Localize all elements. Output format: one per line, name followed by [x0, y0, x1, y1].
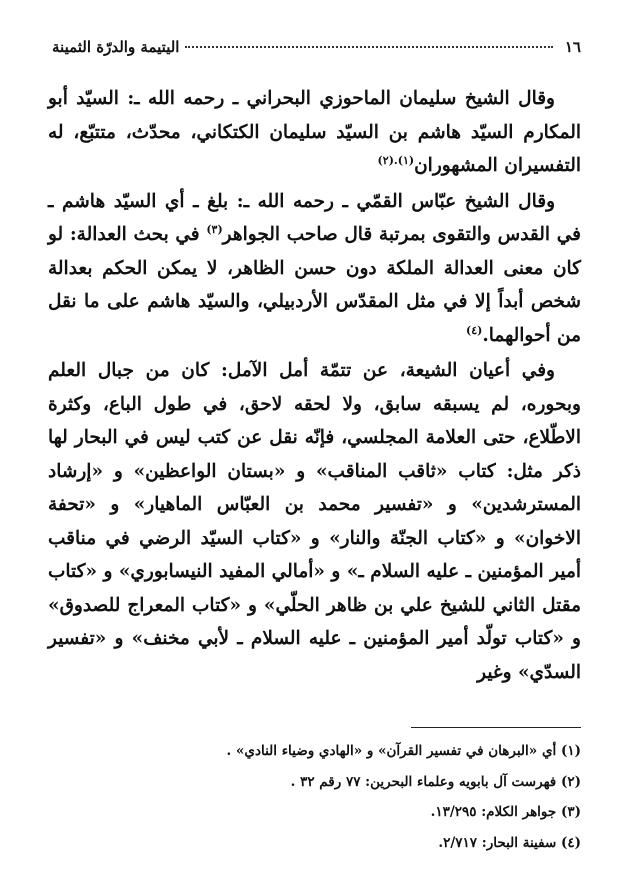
footnote-4: (٤) سفينة البحار: ٢/٧١٧.: [438, 834, 581, 851]
paragraph-2: [48, 185, 581, 353]
footnote-1: (١) أي «البرهان في تفسير القرآن» و «الهادي وضياء النادي» .: [226, 743, 581, 759]
footnote-3: (٣) جواهر الكلام: ١٣/٢٩٥.: [430, 804, 581, 820]
page-number: ١٦: [564, 38, 581, 56]
running-header: [52, 38, 581, 64]
main-text: [48, 82, 581, 689]
footnote-ref-2: .(٢): [377, 153, 398, 167]
dotted-leader: [185, 46, 552, 48]
footnote-2: (٢) فهرست آل بابويه وعلماء البحرين: ٧٧ رقم ٣٢ .: [290, 773, 581, 790]
footnote-ref-3: (٣): [206, 222, 223, 236]
paragraph-2-text-b: في بحث العدالة: لو كان معنى العدالة الملكة دون حسن الظاهر، لا يمكن الحكم بعدالة شخص أبداً إلا في مثل المقدّس الأردبيلي، والسيّد هاشم على ما نقل من أحوالهما.: [48, 224, 581, 346]
footnote-ref-4: (٤): [465, 323, 483, 337]
footnote-ref-1: (١): [397, 153, 415, 167]
footnotes: [52, 736, 581, 858]
paragraph-3: [48, 354, 581, 689]
paragraph-2-text-a: وقال الشيخ عبّاس القمّي ـ رحمه الله ـ: بلغ ـ أي السيّد هاشم ـ في القدس والتقوى بمرتبة قال صاحب الجواهر: [48, 190, 581, 245]
paragraph-3-text: وفي أعيان الشيعة، عن تتمّة أمل الآمل: كان من جبال العلم وبحوره، لم يسبقه سابق، ولا لحقه لاحق، في طول الباع، وكثرة الاطّلاع، حتى العلامة المجلسي، فإنّه نقل عن كتب ليس في البحار لها ذكر مثل: كتاب «ثاقب المناقب» و «بستان الواعظين» و «إرشاد المسترشدين» و «تفسير محمد بن العبّاس الماهيار» و «تحفة الاخوان» و «كتاب الجنّة والنار» و «كتاب السيّد الرضي في مناقب أمير المؤمنين ـ عليه السلام ـ» و «أمالي المفيد النيسابوري» و «كتاب مقتل الثاني للشيخ علي بن ظاهر الحلّي» و «كتاب المعراج للصدوق» و «كتاب تولّد أمير المؤمنين ـ عليه السلام ـ لأبي مخنف» و «تفسير السدّي» وغير: [48, 360, 581, 683]
paragraph-1-text: وقال الشيخ سليمان الماحوزي البحراني ـ رحمه الله ـ: السيّد أبو المكارم السيّد هاشم بن السيّد سليمان الكتكاني، محدّث، متتبّع، له التفسيران المشهوران: [48, 88, 581, 176]
paragraph-1: [48, 82, 581, 183]
running-title: اليتيمة والدرّة الثمينة: [52, 38, 180, 56]
footnote-separator: [411, 727, 581, 728]
